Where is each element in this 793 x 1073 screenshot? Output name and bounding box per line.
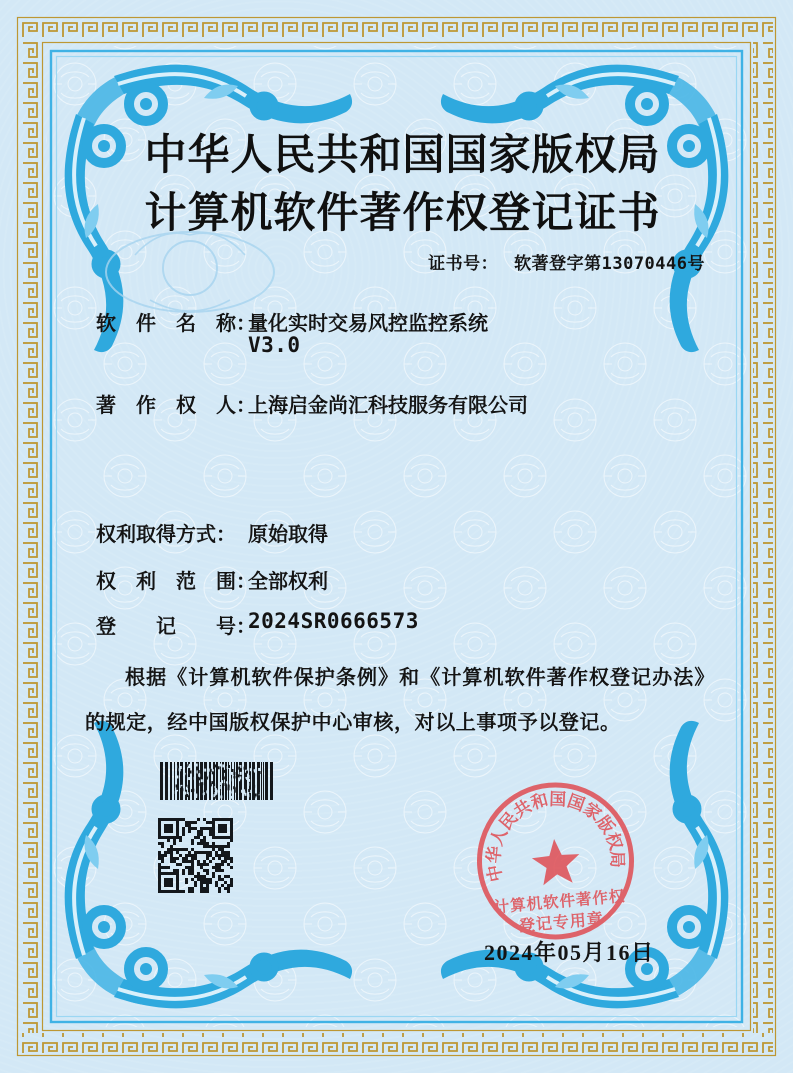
field-reg-no [96, 610, 256, 639]
cert-no-value: 软著登字第13070446号 [514, 254, 705, 274]
page-title: 中华人民共和国国家版权局 [144, 133, 661, 179]
page-subtitle: 计算机软件著作权登记证书 [144, 191, 661, 237]
seal-text-line2: 登记专用章 [518, 911, 605, 936]
seal-text-line1: 计算机软件著作权 [493, 888, 627, 917]
field-reg-no-label: 登 记 号： [96, 616, 256, 638]
cert-no-row [428, 249, 705, 274]
field-software-name [96, 307, 256, 336]
body-paragraph: 根据《计算机软件保护条例》和《计算机软件著作权登记办法》的规定，经中国版权保护中心审核，对以上事项予以登记。 [85, 667, 715, 734]
field-software-name-value: 量化实时交易风控监控系统 [248, 313, 488, 335]
barcode [160, 762, 274, 800]
seal-ring-text: 中华人民共和国国家版权局 [484, 789, 627, 884]
field-owner-value: 上海启金尚汇科技服务有限公司 [248, 395, 528, 417]
field-scope [96, 565, 256, 594]
field-acquisition-value: 原始取得 [248, 524, 328, 546]
qr-code [158, 818, 233, 893]
field-software-name-label: 软 件 名 称： [96, 313, 256, 335]
field-acquisition [96, 518, 236, 547]
field-acquisition-label: 权利取得方式： [96, 524, 236, 546]
field-owner [96, 389, 256, 418]
field-software-version: V3.0 [248, 333, 301, 357]
cert-no-label: 证书号： [428, 254, 499, 273]
field-reg-no-value: 2024SR0666573 [248, 609, 419, 633]
field-scope-value: 全部权利 [248, 571, 328, 593]
issue-date: 2024年05月16日 [484, 940, 655, 965]
field-owner-label: 著 作 权 人： [96, 395, 256, 417]
field-scope-label: 权 利 范 围： [96, 571, 256, 593]
